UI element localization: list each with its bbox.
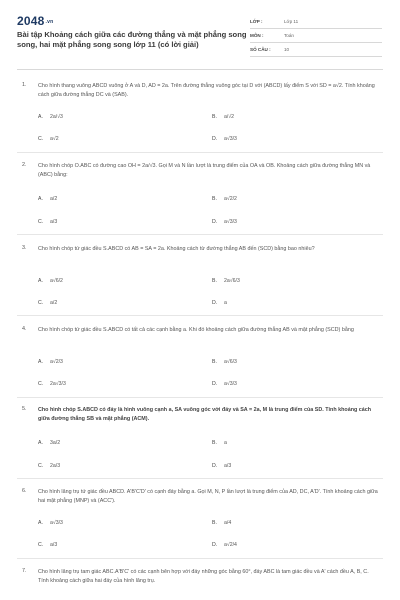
question-divider — [17, 152, 383, 153]
question-divider — [17, 234, 383, 235]
question-stem: Cho hình lăng trụ tứ giác đều ABCD. A'B'C'D' có cạnh đáy bằng a. Gọi M, N, P lần lượt là trung điểm của AD, DC, A'D'. Tính khoảng cách giữa hai mặt phẳng (MNP) và (ACC'). — [38, 489, 378, 505]
meta-row-subject — [250, 29, 382, 43]
question-number: 4. — [22, 326, 27, 332]
option-d[interactable]: D. a√3/3 — [212, 381, 237, 387]
option-d[interactable]: D. a — [212, 300, 227, 306]
question-stem: Cho hình chóp S.ABCD có đáy là hình vuông cạnh a, SA vuông góc với đáy và SA = 2a, M là trung điểm của SD. Tính khoảng cách giữa đường thẳng SB và mặt phẳng (ACM). — [38, 407, 372, 423]
option-c[interactable]: C. a/3 — [38, 542, 58, 548]
question-stem: Cho hình chóp tứ giác đều S.ABCD có AB = SA = 2a. Khoảng cách từ đường thẳng AB đến (SCD) bằng bao nhiêu? — [38, 246, 315, 252]
question-number: 7. — [22, 568, 27, 574]
meta-label: SỐ CÂU : — [250, 47, 271, 52]
question-divider — [17, 397, 383, 398]
meta-label: LỚP : — [250, 19, 263, 24]
meta-value: Lớp 11 — [284, 19, 299, 24]
option-d[interactable]: D. a√3/3 — [212, 219, 237, 225]
option-c[interactable]: C. a/3 — [38, 219, 58, 225]
header-divider — [17, 69, 383, 70]
question-stem: Cho hình lăng trụ tam giác ABC.A'B'C' có các cạnh bên hợp với đáy những góc bằng 60°, đáy ABC là tam giác đều và A' cách đều A, B, C. Tính khoảng cách giữa hai đáy của hình lăng trụ. — [38, 569, 369, 585]
option-a[interactable]: A. a√2/3 — [38, 359, 63, 365]
option-b[interactable]: B. a/√2 — [212, 114, 235, 120]
option-c[interactable]: C. 2a/3 — [38, 463, 61, 469]
meta-label: MÔN : — [250, 33, 264, 38]
meta-row-count — [250, 43, 382, 57]
option-b[interactable]: B. a√2/2 — [212, 196, 237, 202]
option-c[interactable]: C. 2a√3/3 — [38, 381, 66, 387]
option-a[interactable]: A. a/2 — [38, 196, 58, 202]
question-divider — [17, 478, 383, 479]
option-a[interactable]: A. 2a/√3 — [38, 114, 63, 120]
option-d[interactable]: D. a√3/3 — [212, 136, 237, 142]
question-stem: Cho hình chóp O.ABC có đường cao OH = 2a/√3. Gọi M và N lần lượt là trung điểm của OA và OB. Khoảng cách giữa đường thẳng MN và (ABC) bằng: — [38, 163, 371, 179]
option-d[interactable]: D. a√2/4 — [212, 542, 237, 548]
option-b[interactable]: B. a/4 — [212, 520, 232, 526]
meta-value: Toán — [284, 33, 294, 38]
question-stem: Cho hình thang vuông ABCD vuông ở A và D, AD = 2a. Trên đường thẳng vuông góc tại D với (ABCD) lấy điểm S với SD = a√2. Tính khoảng cách giữa đường thẳng DC và (SAB). — [38, 83, 375, 99]
option-b[interactable]: B. 2a√6/3 — [212, 278, 240, 284]
option-c[interactable]: C. a√2 — [38, 136, 59, 142]
question-divider — [17, 558, 383, 559]
option-d[interactable]: D. a/3 — [212, 463, 232, 469]
question-number: 6. — [22, 488, 27, 494]
question-stem: Cho hình chóp tứ giác đều S.ABCD có tất cả các cạnh bằng a. Khi đó khoảng cách giữa đường thẳng AB và mặt phẳng (SCD) bằng — [38, 327, 354, 333]
question-number: 1. — [22, 82, 27, 88]
option-a[interactable]: A. a√6/2 — [38, 278, 63, 284]
page-title: Bài tập Khoảng cách giữa các đường thẳng và mặt phẳng song song, hai mặt phẳng song song lớp 11 (có lời giải) — [17, 30, 247, 49]
option-c[interactable]: C. a/2 — [38, 300, 58, 306]
meta-value: 10 — [284, 47, 290, 52]
logo-text: 2048 — [17, 14, 45, 28]
site-logo[interactable] — [17, 14, 53, 28]
logo-suffix: .vn — [45, 18, 54, 25]
option-a[interactable]: A. a√3/3 — [38, 520, 63, 526]
option-a[interactable]: A. 3a/2 — [38, 440, 61, 446]
meta-row-class — [250, 15, 382, 29]
option-b[interactable]: B. a√6/3 — [212, 359, 237, 365]
option-b[interactable]: B. a — [212, 440, 227, 446]
question-number: 5. — [22, 406, 27, 412]
question-divider — [17, 315, 383, 316]
meta-panel — [250, 15, 382, 57]
question-number: 3. — [22, 245, 27, 251]
question-number: 2. — [22, 162, 27, 168]
